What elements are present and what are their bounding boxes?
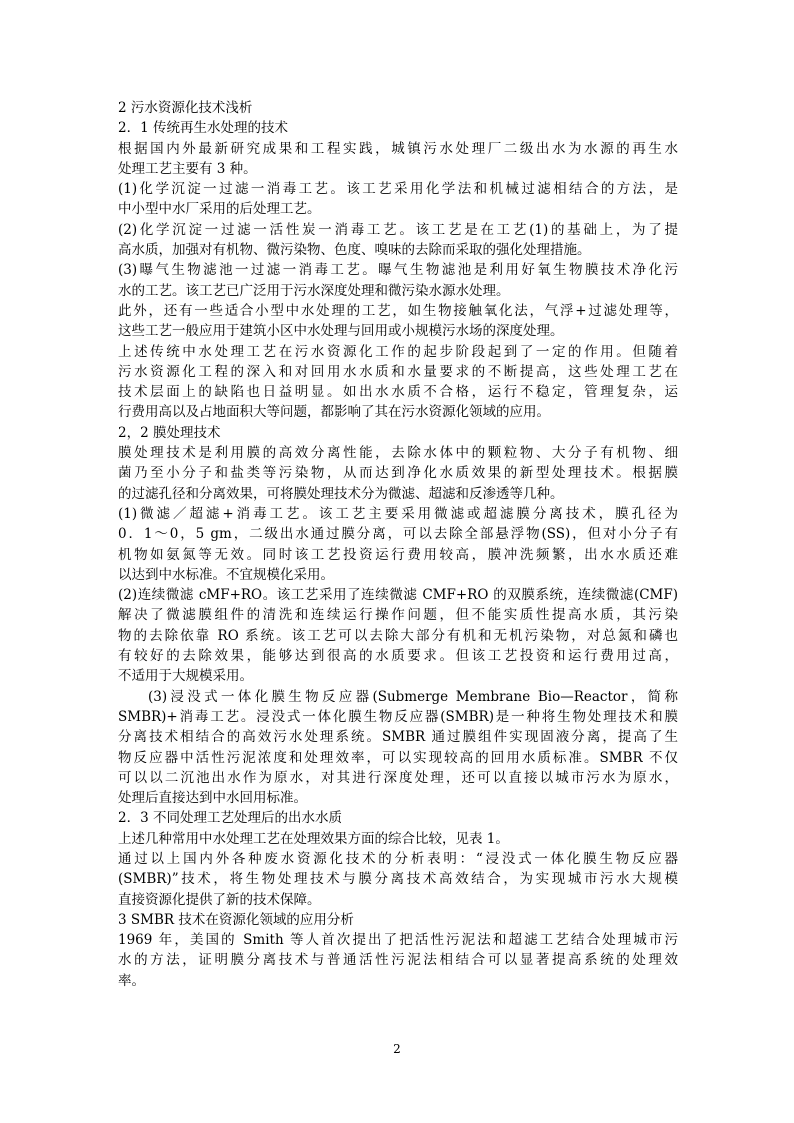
- text-line: 分离技术相结合的高效污水处理系统。SMBR 通过膜组件实现固液分离，提高了生: [118, 729, 678, 746]
- text-line: 解决了微滤膜组件的清洗和连续运行操作问题，但不能实质性提高水质，其污染: [118, 607, 678, 624]
- text-line: (2)化学沉淀一过滤一活性炭一消毒工艺。该工艺是在工艺(1)的基础上，为了提: [118, 221, 678, 238]
- text-line: 以达到中水标准。不宜规模化采用。: [118, 566, 334, 583]
- text-line: 不适用于大规模采用。: [118, 668, 253, 685]
- text-line: 这些工艺一般应用于建筑小区中水处理与回用或小规模污水场的深度处理。: [118, 323, 564, 340]
- text-line: 处理工艺主要有 3 种。: [118, 160, 257, 177]
- text-line: 行费用高以及占地面积大等问题，都影响了其在污水资源化领域的应用。: [118, 404, 550, 421]
- text-line: SMBR)+消毒工艺。浸没式一体化膜生物反应器(SMBR)是一种将生物处理技术和膜: [118, 708, 678, 725]
- text-line: 可以以二沉池出水作为原水，对其进行深度处理，还可以直接以城市污水为原水，: [118, 769, 678, 786]
- text-line: (1)微滤／超滤+消毒工艺。该工艺主要采用微滤或超滤膜分离技术，膜孔径为: [118, 505, 678, 522]
- text-line: 有较好的去除效果，能够达到很高的水质要求。但该工艺投资和运行费用过高，: [118, 648, 678, 665]
- text-line: 的过滤孔径和分离效果，可将膜处理技术分为微滤、超滤和反渗透等几种。: [118, 485, 564, 502]
- text-line: 根据国内外最新研究成果和工程实践，城镇污水处理厂二级出水为水源的再生水: [118, 140, 678, 157]
- text-line: 1969 年，美国的 Smith 等人首次提出了把活性污泥法和超滤工艺结合处理城市污: [118, 932, 678, 949]
- text-line: (2)连续微滤 cMF+RO。该工艺采用了连续微滤 CMF+RO 的双膜系统，连续微滤(CMF): [118, 587, 678, 604]
- text-line: 中小型中水厂采用的后处理工艺。: [118, 201, 321, 218]
- text-line: (SMBR)”技术，将生物处理技术与膜分离技术高效结合，为实现城市污水大规模: [118, 871, 678, 888]
- text-line: 上述传统中水处理工艺在污水资源化工作的起步阶段起到了一定的作用。但随着: [118, 343, 678, 360]
- text-line: 高水质，加强对有机物、微污染物、色度、嗅味的去除而采取的强化处理措施。: [118, 242, 591, 259]
- text-line: 水的工艺。该工艺已广泛用于污水深度处理和微污染水源水处理。: [118, 282, 510, 299]
- text-line: (3)浸没式一体化膜生物反应器(Submerge Membrane Bio—Reactor，简称: [148, 688, 678, 705]
- text-line: 水的方法，证明膜分离技术与普通活性污泥法相结合可以显著提高系统的处理效: [118, 952, 678, 969]
- text-line: (3)曝气生物滤池一过滤一消毒工艺。曝气生物滤池是利用好氧生物膜技术净化污: [118, 262, 678, 279]
- subsection-heading: 2．3 不同处理工艺处理后的出水水质: [118, 810, 342, 827]
- text-line: (1)化学沉淀一过滤一消毒工艺。该工艺采用化学法和机械过滤相结合的方法，是: [118, 181, 678, 198]
- text-line: 机物如氨氮等无效。同时该工艺投资运行费用较高，膜冲洗频繁，出水水质还难: [118, 546, 678, 563]
- section-heading: 2 污水资源化技术浅析: [118, 100, 253, 116]
- subsection-heading: 2．1 传统再生水处理的技术: [118, 120, 288, 137]
- page-number: 2: [393, 1042, 401, 1056]
- text-line: 上述几种常用中水处理工艺在处理效果方面的综合比较，见表 1。: [118, 830, 509, 847]
- text-line: 处理后直接达到中水回用标准。: [118, 790, 307, 807]
- section-heading: 3 SMBR 技术在资源化领域的应用分析: [118, 911, 354, 928]
- text-line: 膜处理技术是利用膜的高效分离性能，去除水体中的颗粒物、大分子有机物、细: [118, 445, 678, 462]
- text-line: 物的去除依靠 RO 系统。该工艺可以去除大部分有机和无机污染物，对总氮和磷也: [118, 627, 678, 644]
- text-line: 物反应器中活性污泥浓度和处理效率，可以实现较高的回用水质标准。SMBR 不仅: [118, 749, 678, 766]
- text-line: 率。: [118, 972, 145, 989]
- text-line: 直接资源化提供了新的技术保障。: [118, 891, 321, 908]
- text-line: 菌乃至小分子和盐类等污染物，从而达到净化水质效果的新型处理技术。根据膜: [118, 465, 678, 482]
- text-line: 此外，还有一些适合小型中水处理的工艺，如生物接触氧化法，气浮+过滤处理等，: [118, 302, 678, 319]
- document-page: [118, 98, 678, 991]
- text-line: 污水资源化工程的深入和对回用水水质和水量要求的不断提高，这些处理工艺在: [118, 363, 678, 380]
- text-line: 0．1～0，5 gm，二级出水通过膜分离，可以去除全部悬浮物(SS)，但对小分子有: [118, 526, 678, 543]
- text-line: 通过以上国内外各种废水资源化技术的分析表明：“浸没式一体化膜生物反应器: [118, 850, 678, 867]
- text-line: 技术层面上的缺陷也日益明显。如出水水质不合格，运行不稳定，管理复杂，运: [118, 384, 678, 401]
- subsection-heading: 2，2 膜处理技术: [118, 424, 221, 441]
